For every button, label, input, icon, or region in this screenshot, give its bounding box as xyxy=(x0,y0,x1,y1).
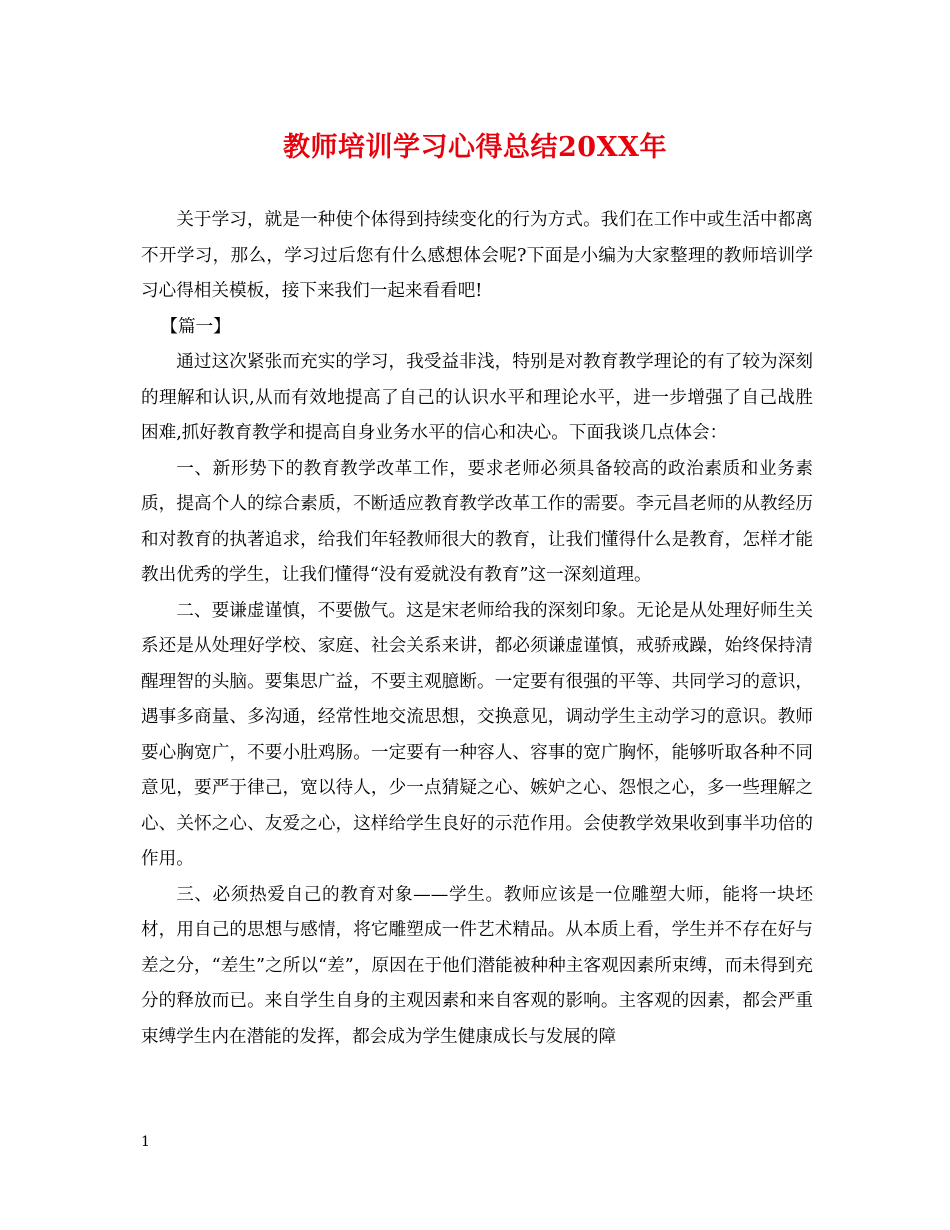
page-number: 1 xyxy=(141,1134,150,1150)
intro-paragraph: 关于学习，就是一种使个体得到持续变化的行为方式。我们在工作中或生活中都离不开学习，那么，学习过后您有什么感想体会呢?下面是小编为大家整理的教师培训学习心得相关模板，接下来我们一起来看看吧! xyxy=(141,210,813,301)
section-heading: 【篇一】 xyxy=(160,316,231,337)
body-paragraph: 通过这次紧张而充实的学习，我受益非浅，特别是对教育教学理论的有了较为深刻的理解和认识,从而有效地提高了自己的认识水平和理论水平，进一步增强了自己战胜困难,抓好教育教学和提高自身业务水平的信心和决心。下面我谈几点体会： xyxy=(141,352,813,443)
document-body xyxy=(141,203,813,1055)
body-paragraph: 一、新形势下的教育教学改革工作，要求老师必须具备较高的政治素质和业务素质，提高个人的综合素质，不断适应教育教学改革工作的需要。李元昌老师的从教经历和对教育的执著追求，给我们年轻教师很大的教育，让我们懂得什么是教育，怎样才能教出优秀的学生，让我们懂得“没有爱就没有教育”这一深刻道理。 xyxy=(141,458,813,585)
document-title: 教师培训学习心得总结20XX年 xyxy=(283,132,667,163)
body-paragraph: 二、要谦虚谨慎，不要傲气。这是宋老师给我的深刻印象。无论是从处理好师生关系还是从处理好学校、家庭、社会关系来讲，都必须谦虚谨慎，戒骄戒躁，始终保持清醒理智的头脑。要集思广益，不要主观臆断。一定要有很强的平等、共同学习的意识，遇事多商量、多沟通，经常性地交流思想，交换意见，调动学生主动学习的意识。教师要心胸宽广，不要小肚鸡肠。一定要有一种容人、容事的宽广胸怀，能够听取各种不同意见，要严于律己，宽以待人，少一点猜疑之心、嫉妒之心、怨恨之心，多一些理解之心、关怀之心、友爱之心，这样给学生良好的示范作用。会使教学效果收到事半功倍的作用。 xyxy=(141,600,813,869)
body-paragraph: 三、必须热爱自己的教育对象——学生。教师应该是一位雕塑大师，能将一块坯材，用自己的思想与感情，将它雕塑成一件艺术精品。从本质上看，学生并不存在好与差之分，“差生”之所以“差”，原因在于他们潜能被种种主客观因素所束缚，而未得到充分的释放而已。来自学生自身的主观因素和来自客观的影响。主客观的因素，都会严重束缚学生内在潜能的发挥，都会成为学生健康成长与发展的障 xyxy=(141,884,813,1047)
